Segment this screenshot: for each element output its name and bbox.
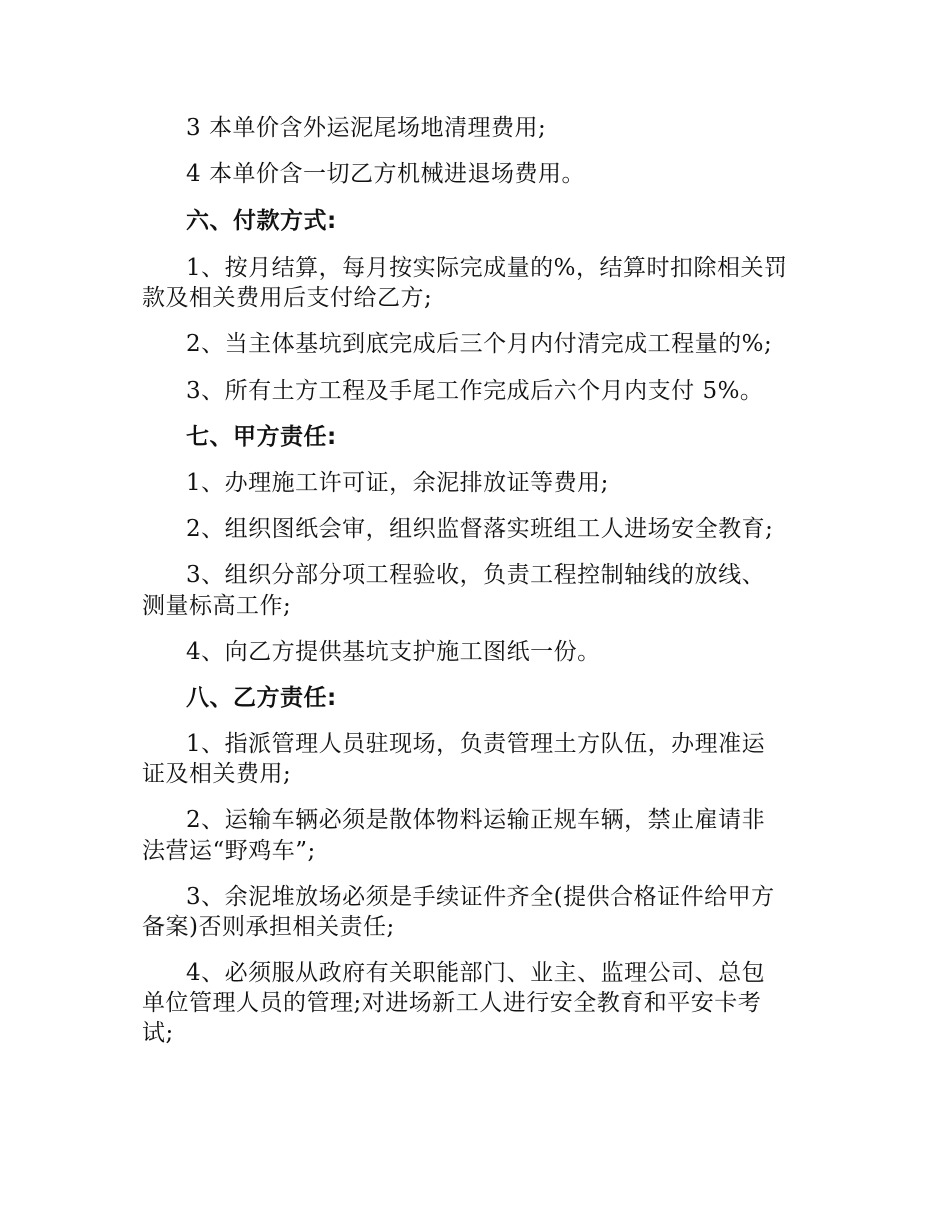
party-b-item-3-line-1: 3、余泥堆放场必须是手续证件齐全(提供合格证件给甲方 — [186, 884, 775, 910]
paragraph-unit-price-3: 3 本单价含外运泥尾场地清理费用; — [186, 115, 547, 141]
party-b-item-2-line-1: 2、运输车辆必须是散体物料运输正规车辆，禁止雇请非 — [186, 807, 766, 833]
payment-item-3: 3、所有土方工程及手尾工作完成后六个月内支付 5%。 — [186, 378, 764, 404]
party-b-item-2-line-2: 法营运“野鸡车”; — [142, 838, 316, 864]
heading-party-a-duties: 七、甲方责任: — [186, 424, 337, 450]
party-a-item-3-line-1: 3、组织分部分项工程验收，负责工程控制轴线的放线、 — [186, 562, 766, 588]
party-a-item-1: 1、办理施工许可证，余泥排放证等费用; — [186, 470, 609, 496]
party-a-item-4: 4、向乙方提供基坑支护施工图纸一份。 — [186, 639, 601, 665]
party-b-item-3-line-2: 备案)否则承担相关责任; — [142, 914, 395, 940]
party-b-item-1-line-1: 1、指派管理人员驻现场，负责管理土方队伍，办理准运 — [186, 731, 766, 757]
party-a-item-3-line-2: 测量标高工作; — [142, 593, 292, 619]
heading-payment-method: 六、付款方式: — [186, 208, 337, 234]
heading-party-b-duties: 八、乙方责任: — [186, 685, 337, 711]
party-b-item-4-line-2: 单位管理人员的管理;对进场新工人进行安全教育和平安卡考 — [142, 990, 762, 1016]
payment-item-1-line-1: 1、按月结算，每月按实际完成量的%，结算时扣除相关罚 — [186, 255, 788, 281]
party-b-item-4-line-1: 4、必须服从政府有关职能部门、业主、监理公司、总包 — [186, 960, 766, 986]
payment-item-2: 2、当主体基坑到底完成后三个月内付清完成工程量的%; — [186, 331, 773, 357]
party-b-item-1-line-2: 证及相关费用; — [142, 761, 292, 787]
payment-item-1-line-2: 款及相关费用后支付给乙方; — [142, 285, 433, 311]
party-a-item-2: 2、组织图纸会审，组织监督落实班组工人进场安全教育; — [186, 516, 774, 542]
party-b-item-4-line-3: 试; — [142, 1020, 174, 1046]
paragraph-unit-price-4: 4 本单价含一切乙方机械进退场费用。 — [186, 161, 585, 187]
